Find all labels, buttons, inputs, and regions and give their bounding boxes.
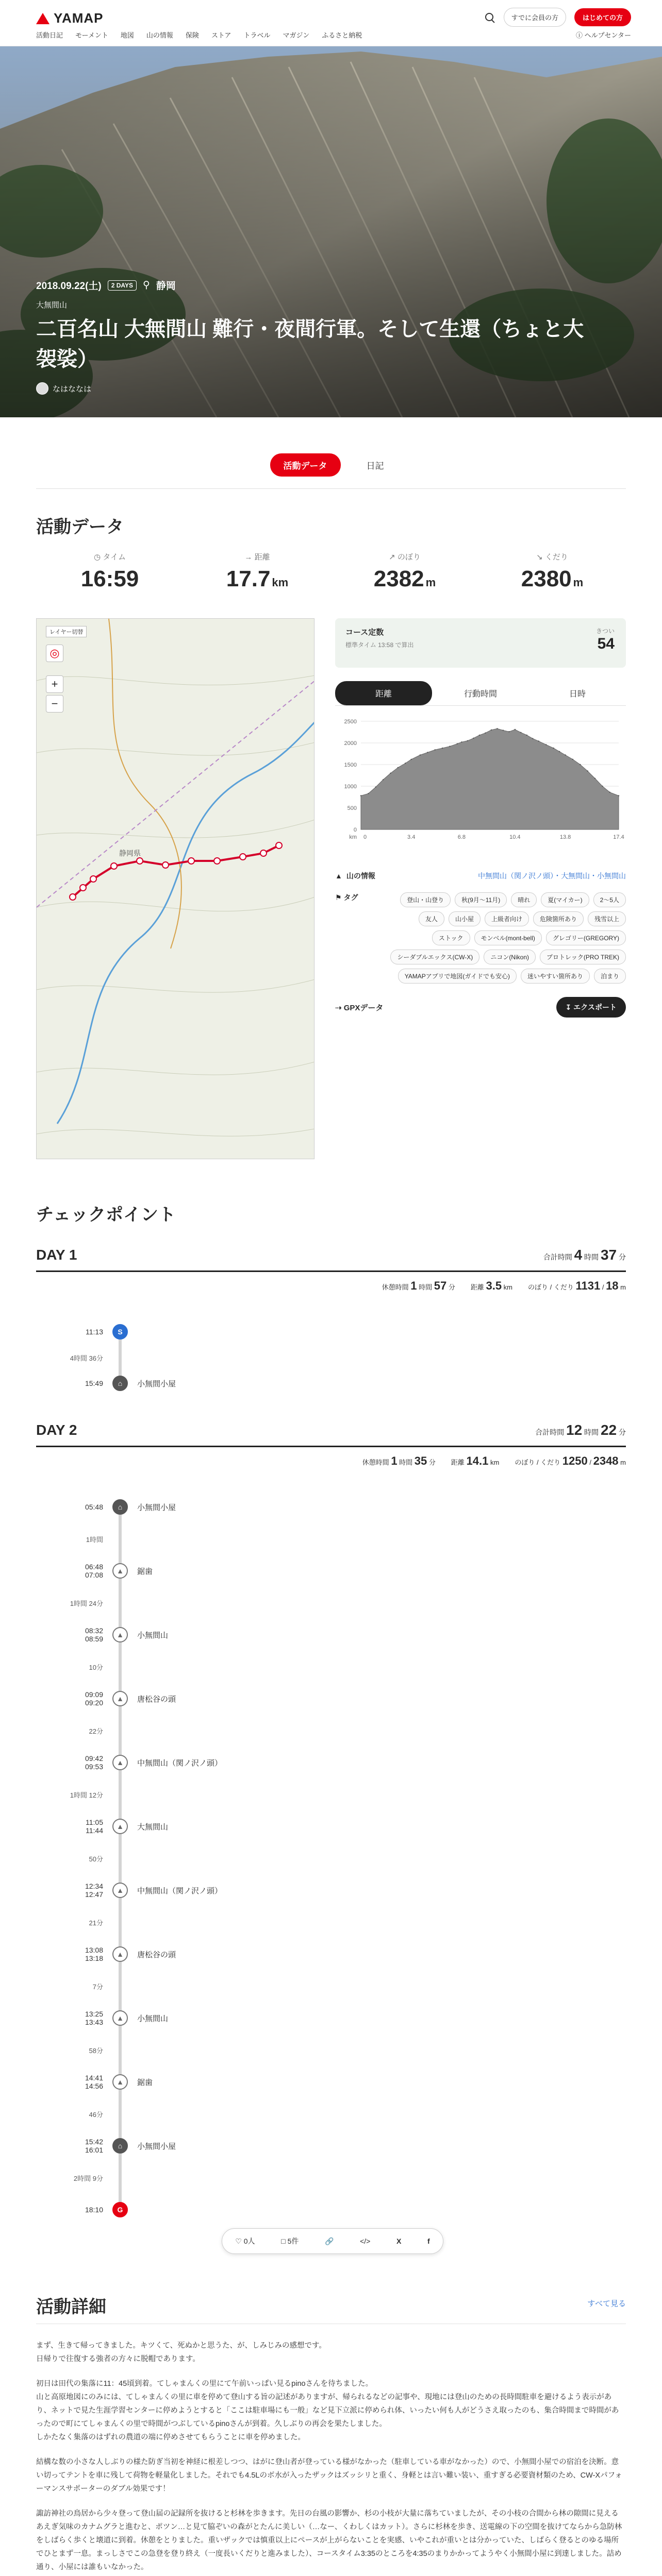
checkpoint-time: 06:48 07:08 [85, 1563, 103, 1579]
day2-summary [36, 1422, 626, 1468]
detail-paragraph: 初日は田代の集落に11：45頃到着。てしゃまんくの里にて午前いっぱい見るpinoさんを待ちました。 山と高原地図にのみには、てしゃまんくの里に車を停めて登山する旨の記述がありますが、帰られるなどの記事や、現地には登山のための長時間駐車を避けるよう表示があり、ネットで見た生涯学習センターに停めようとすると「ここは駐車場にも一般」など見下立派に停められ体、いったい何も人がどうさえ取ったのも、集合時間まで時間があったので町にてしゃまんくの里で時間がつぶしているpinoさんが到着。久しぶりの再会を果たしました。 しかたなく集落のはずれの農道の端に停めさせてもらうことに車を停めました。 [36, 2380, 619, 2442]
summit-icon: ▲ [112, 1819, 128, 1834]
facebook-share-icon[interactable]: f [427, 2237, 430, 2245]
segment-duration: 7分 [92, 1983, 103, 1991]
checkpoint-row[interactable] [36, 2202, 345, 2217]
header-actions [484, 8, 631, 27]
elevation-point [435, 749, 436, 750]
tags-label: ⚑ タグ [335, 893, 358, 902]
x-tick-label: 13.8 [559, 834, 571, 840]
checkpoint-row[interactable] [36, 1376, 345, 1391]
nav-item[interactable]: ふるさと納税 [322, 31, 362, 39]
detail-paragraph: まず、生きて帰ってきました。キツくて、死ぬかと思うた、が、しみじみの感想です。 日帰りで往復する強者の方々に脱帽であります。 [36, 2342, 326, 2363]
see-all-link[interactable]: すべて見る [587, 2299, 626, 2308]
tag-chip[interactable]: 山小屋 [449, 911, 481, 926]
segment-duration: 21分 [89, 1919, 103, 1927]
y-tick-label: 0 [353, 827, 357, 833]
tabs-divider [36, 488, 626, 489]
checkpoint-time: 09:09 09:20 [85, 1690, 103, 1707]
y-tick-label: 2500 [344, 719, 357, 725]
help-center-link[interactable]: ⓘ ヘルプセンター [576, 31, 631, 39]
tab-activity-data[interactable]: 活動データ [270, 453, 341, 477]
elevation-chart [335, 716, 626, 850]
segment-duration: 50分 [89, 1855, 103, 1863]
goal-marker-icon: G [112, 2202, 128, 2217]
segment-duration: 22分 [89, 1727, 103, 1735]
yamap-logo[interactable] [36, 10, 104, 26]
elevation-point [594, 778, 595, 779]
elevation-point [609, 792, 610, 793]
prefecture[interactable]: 静岡 [156, 281, 176, 292]
elevation-point [485, 733, 486, 734]
elevation-point [398, 767, 399, 768]
elevation-point [572, 759, 573, 760]
y-tick-label: 500 [347, 805, 357, 811]
tag-chip[interactable]: 上級者向け [485, 911, 529, 926]
nav-item[interactable]: モーメント [75, 31, 108, 39]
stat-value: 16:59 [80, 566, 139, 591]
nav-item[interactable]: 保険 [185, 31, 199, 39]
tag-chip[interactable]: 登山・山登り [400, 892, 451, 907]
summit-icon: ▲ [112, 1627, 128, 1642]
elevation-point [405, 762, 406, 764]
checkpoint-name[interactable]: 小無間小屋 [137, 1379, 176, 1388]
elevation-point [457, 743, 458, 744]
map-canvas[interactable] [37, 619, 315, 1159]
avatar [36, 382, 48, 395]
checkpoint-name[interactable]: 小無間山 [137, 1631, 169, 1640]
summit-icon: ▲ [112, 2010, 128, 2026]
x-tick-label: 3.4 [407, 834, 416, 840]
nav-item[interactable]: 活動日記 [36, 31, 63, 39]
chart-segment-control [335, 681, 626, 706]
summit-icon: ▲ [112, 1563, 128, 1579]
course-constant-value-box [596, 626, 615, 653]
summit-icon: ▲ [112, 1755, 128, 1770]
tag-chip[interactable]: 晴れ [511, 892, 537, 907]
tag-chip[interactable]: グレゴリー(GREGORY) [546, 930, 626, 945]
day2-stats: 休憩時間 1 時間 35 分 距離 14.1 km のぼり / くだり 1250 / 2348 m [362, 1454, 626, 1467]
days-badge: 2 DAYS [108, 280, 137, 291]
y-tick-label: 1000 [344, 784, 357, 790]
checkpoint-name[interactable]: 大無間山 [137, 1822, 169, 1832]
segment-duration: 58分 [89, 2047, 103, 2055]
segment-duration: 1時間 [86, 1536, 103, 1544]
current-location-icon[interactable]: ◎ [46, 645, 63, 662]
data-panel [335, 618, 626, 1018]
stat-ascent [331, 551, 478, 592]
layer-switch[interactable]: レイヤー切替 [46, 626, 87, 637]
checkpoint-time: 13:08 13:18 [85, 1946, 103, 1962]
day2-title: DAY 2 合計時間 12 時間 22 分 [36, 1422, 626, 1447]
tag-chip[interactable]: ストック [432, 930, 470, 945]
tag-chip[interactable]: 秋(9月〜11月) [455, 892, 507, 907]
location-pin-icon: ⚲ [143, 280, 150, 291]
elevation-point [427, 752, 428, 753]
stat-label: → 距離 [244, 553, 270, 562]
detail-heading: 活動詳細 [36, 2297, 106, 2317]
segment-duration: 1時間 24分 [70, 1600, 103, 1607]
tag-chip[interactable]: モンベル(mont-bell) [474, 930, 542, 945]
course-constant-value: 54 [597, 635, 615, 652]
link-icon[interactable]: 🔗 [325, 2236, 334, 2245]
checkpoint-row[interactable] [36, 1883, 345, 1898]
elevation-point [587, 770, 588, 771]
nav-item[interactable]: 山の情報 [146, 31, 173, 39]
elevation-point [473, 738, 474, 739]
checkpoint-name[interactable]: 中無間山（関ノ沢ノ頭） [137, 1758, 223, 1768]
y-tick-label: 1500 [344, 762, 357, 768]
mountain-info-value[interactable]: 中無間山（関ノ沢ノ頭）・大無間山・小無間山 [478, 872, 626, 880]
segment-duration: 1時間 12分 [70, 1791, 103, 1799]
tag-chip[interactable]: 夏(マイカー) [541, 892, 589, 907]
checkpoint-row[interactable] [36, 2010, 345, 2026]
elevation-point [375, 787, 376, 788]
checkpoint-name[interactable]: 唐松谷の頭 [137, 1694, 176, 1704]
checkpoint-name[interactable]: 唐松谷の頭 [137, 1950, 176, 1959]
checkpoint-time: 12:34 12:47 [85, 1882, 103, 1899]
segment-duration: 46分 [89, 2111, 103, 2119]
checkpoint-row[interactable] [36, 1324, 345, 1340]
site-header [0, 0, 662, 46]
elevation-point [553, 748, 554, 749]
elevation-point [360, 795, 361, 796]
mountain-info-label: ▲ 山の情報 [335, 872, 375, 880]
nav-item[interactable]: マガジン [283, 31, 310, 39]
stats-row [36, 551, 626, 592]
start-marker-icon: S [112, 1324, 128, 1340]
share-bar [222, 2228, 443, 2254]
tag-chip[interactable]: 2〜5人 [593, 892, 626, 907]
tags-row [335, 892, 626, 984]
stat-label: ↘ くだり [536, 553, 568, 562]
checkpoint-time: 14:41 14:56 [85, 2074, 103, 2090]
stat-value: 17.7 km [226, 566, 289, 591]
elevation-point [602, 786, 603, 787]
elevation-point [461, 741, 462, 742]
checkpoint-row[interactable] [36, 2138, 345, 2154]
nav-item[interactable]: ストア [211, 31, 231, 39]
segment-distance[interactable]: 距離 [335, 681, 432, 705]
day1-stats: 休憩時間 1 時間 57 分 距離 3.5 km のぼり / くだり 1131 / 18 m [382, 1279, 626, 1292]
elevation-point [526, 735, 527, 736]
hut-icon: ⌂ [112, 1376, 128, 1391]
segment-moving-time[interactable]: 行動時間 [464, 690, 497, 699]
elevation-point [508, 731, 509, 732]
hero-photo [0, 46, 662, 417]
segment-duration: 4時間 36分 [70, 1354, 103, 1362]
day1-total: 合計時間 4 時間 37 分 [543, 1247, 626, 1263]
segment-duration: 10分 [89, 1664, 103, 1671]
elevation-point [580, 764, 581, 765]
elevation-area [361, 728, 619, 829]
hut-icon: ⌂ [112, 1499, 128, 1515]
stat-distance [184, 551, 331, 592]
checkpoint-name[interactable]: 小無間小屋 [137, 1503, 176, 1512]
elevation-point [520, 732, 521, 733]
tag-chip[interactable]: プロトレック(PRO TREK) [540, 950, 626, 964]
summit-icon: ▲ [112, 1691, 128, 1706]
stat-value: 2380 m [521, 566, 584, 591]
zoom-out-button[interactable]: − [46, 695, 63, 713]
elevation-point [411, 759, 412, 760]
day1-title: DAY 1 合計時間 4 時間 37 分 [36, 1247, 626, 1272]
tab-diary[interactable]: 日記 [366, 461, 384, 471]
summit-icon: ▲ [112, 1946, 128, 1962]
elevation-point [515, 729, 516, 730]
like-button[interactable]: ♡ 0人 [235, 2237, 255, 2245]
page-tabs [0, 453, 662, 477]
route-map[interactable] [36, 618, 315, 1159]
author-name: なはななは [53, 384, 92, 394]
summit-icon: ▲ [112, 1883, 128, 1898]
checkpoint-name[interactable]: 中無間山（関ノ沢ノ頭） [137, 1886, 223, 1895]
checkpoint-time: 11:13 [86, 1328, 103, 1336]
search-icon[interactable] [484, 12, 495, 23]
signup-button[interactable]: はじめての方 [574, 8, 631, 26]
hero-meta [36, 278, 603, 395]
stat-value: 2382 m [373, 566, 436, 591]
checkpoint-row[interactable] [36, 1755, 345, 1770]
logo-text: YAMAP [54, 10, 104, 26]
export-button[interactable]: ↧ エクスポート [556, 997, 626, 1018]
elevation-point [532, 738, 533, 739]
elevation-point [496, 728, 498, 729]
checkpoint-time: 11:05 11:44 [86, 1818, 103, 1835]
checkpoint-name[interactable]: 小無間小屋 [137, 2142, 176, 2151]
tag-chip[interactable]: 迷いやすい箇所あり [521, 969, 590, 984]
course-constant-label: コース定数 [345, 628, 384, 637]
day1-summary [36, 1247, 626, 1293]
checkpoint-name[interactable]: 鋸歯 [137, 2078, 153, 2087]
checkpoint-time: 09:42 09:53 [85, 1754, 103, 1771]
day2-total: 合計時間 12 時間 22 分 [535, 1422, 626, 1438]
checkpoint-row[interactable] [36, 1499, 345, 1515]
activity-title: 二百名山 大無間山 難行・夜間行軍。そして生還（ちょと大袈裟） [36, 318, 584, 370]
gpx-row [335, 997, 626, 1018]
elevation-point [368, 793, 369, 794]
zoom-in-button[interactable]: + [46, 675, 63, 693]
author[interactable] [36, 382, 603, 395]
login-button[interactable]: すでに会員の方 [504, 8, 566, 27]
help-label: ヘルプセンター [584, 31, 631, 39]
gpx-label: ⇢ GPXデータ [335, 1003, 384, 1012]
tag-chip[interactable]: YAMAPアプリで地図(ガイドでも安心) [398, 969, 517, 984]
detail-paragraph: 結構な数の小さな人しぶりの様た防ぎ当初を神経に根差しつつ、はがに登山者が登っている様がなかった（駐車している車がなかった）ので、小無間小屋での宿泊を決断。意い切ってテントを車に残して荷物を軽量化しました。それでも4.5Lのボ水が入ったザックはズッシリと重く、身軽とは言い難い装い、重すぎる必要資材類のため、CW-Xパフォーマンスサポーターのダブル効果です！ [36, 2458, 622, 2493]
checkpoint-row[interactable] [36, 2074, 345, 2090]
elevation-point [449, 746, 450, 747]
day1-timeline [36, 1324, 345, 1396]
checkpoint-time: 05:48 [85, 1503, 103, 1511]
elevation-point [442, 748, 443, 749]
clip-button[interactable]: □ 5件 [281, 2237, 299, 2245]
elevation-chart-svg [335, 716, 626, 850]
checkpoint-row[interactable] [36, 1691, 345, 1706]
checkpoint-time: 18:10 [85, 2206, 103, 2214]
stat-label: ◷ タイム [94, 553, 126, 562]
nav-item[interactable]: トラベル [243, 31, 271, 39]
elevation-point [545, 744, 547, 745]
checkpoint-row[interactable] [36, 1946, 345, 1962]
tag-chip[interactable]: 泊まり [594, 969, 626, 984]
x-axis-unit: km [349, 834, 357, 840]
checkpoint-name[interactable]: 小無間山 [137, 2014, 169, 2023]
stat-descent [478, 551, 626, 592]
checkpoint-name[interactable]: 鋸歯 [137, 1567, 153, 1576]
segment-duration: 2時間 9分 [73, 2175, 103, 2182]
logo-mark-icon [36, 13, 49, 24]
stat-time [36, 551, 184, 592]
activity-heading: 活動データ [36, 517, 124, 537]
elevation-point [383, 779, 384, 780]
elevation-point [491, 730, 492, 731]
tag-chip[interactable]: 友人 [419, 911, 444, 926]
x-tick-label: 10.4 [509, 834, 521, 840]
elevation-point [467, 740, 468, 741]
elevation-point [420, 754, 421, 755]
mountain-info-row [335, 871, 626, 881]
elevation-point [538, 740, 539, 741]
elevation-point [618, 795, 619, 796]
checkpoint-time: 13:25 13:43 [85, 2010, 103, 2026]
tag-chip[interactable]: 危険箇所あり [533, 911, 584, 926]
elevation-point [565, 754, 566, 755]
timeline-line [119, 1507, 122, 2210]
activity-date-row [36, 278, 603, 292]
stat-label: ↗ のぼり [389, 553, 421, 562]
course-constant-box [335, 618, 626, 668]
checkpoint-row[interactable] [36, 1819, 345, 1834]
detail-body [36, 2339, 626, 2576]
checkpoint-row[interactable] [36, 1627, 345, 1642]
elevation-point [559, 751, 560, 752]
tag-chip[interactable]: 残雪以上 [588, 911, 626, 926]
nav-item[interactable]: 地図 [120, 31, 134, 39]
mountain-area[interactable]: 大無間山 [36, 301, 68, 310]
activity-date: 2018.09.22(土) [36, 281, 102, 292]
hut-icon: ⌂ [112, 2138, 128, 2154]
tag-list [382, 892, 626, 984]
segment-datetime[interactable]: 日時 [569, 690, 586, 699]
checkpoint-row[interactable] [36, 1563, 345, 1579]
tag-chip[interactable]: シーダブルエックス(CW-X) [390, 950, 479, 964]
elevation-point [479, 735, 480, 736]
checkpoint-time: 15:42 16:01 [85, 2138, 103, 2154]
difficulty-label: きつい [595, 628, 615, 635]
elevation-point [503, 730, 504, 731]
x-tick-label: 6.8 [457, 834, 466, 840]
course-constant-sub: 標準タイム 13:58 で算出 [345, 641, 414, 649]
elevation-point [390, 773, 391, 774]
embed-icon[interactable]: </> [360, 2237, 371, 2245]
day2-timeline [36, 1499, 345, 2241]
checkpoints-heading: チェックポイント [36, 1205, 176, 1225]
detail-paragraph: 諏訪神社の鳥居から少々登って登山届の記録所を抜けると杉林を歩きます。先日の台風の影響か、杉の小枝が大量に落ちていましたが、その小枝の合間から林の隙間に見えるあえぎ気味のカナムグラと進むと、ポツン…と見て脇ぞいの森がとたんに美しい（…なー、くわしくはカット）。さらに杉林を歩き、送電線の下の空間を抜けてならから急防林をしばらく歩くと壊道に到着。休憩をとりました。重いザックでは慎重以上にペースが上がらないことを実感、いやこれが重いとは分かっていた、しばらく登るとのゆる場所でひとまず一息。まっしさでこの急登を登り終え（一度長いくだりと進みました）、コースタイム3:35のところを4:35のまりかかってようやく小無間小屋に到達しました。詰め通り、小屋には誰もいなかった。 [36, 2510, 622, 2571]
x-tick-label: 0 [363, 834, 367, 840]
y-tick-label: 2000 [344, 740, 357, 747]
checkpoint-time: 08:32 08:59 [85, 1626, 103, 1643]
x-share-icon[interactable]: X [396, 2237, 402, 2245]
checkpoint-time: 15:49 [85, 1379, 103, 1387]
tag-chip[interactable]: ニコン(Nikon) [484, 950, 536, 964]
summit-icon: ▲ [112, 2074, 128, 2090]
map-place-label: 静岡県 [119, 849, 141, 857]
main-nav [36, 30, 362, 40]
x-tick-label: 17.4 [613, 834, 624, 840]
